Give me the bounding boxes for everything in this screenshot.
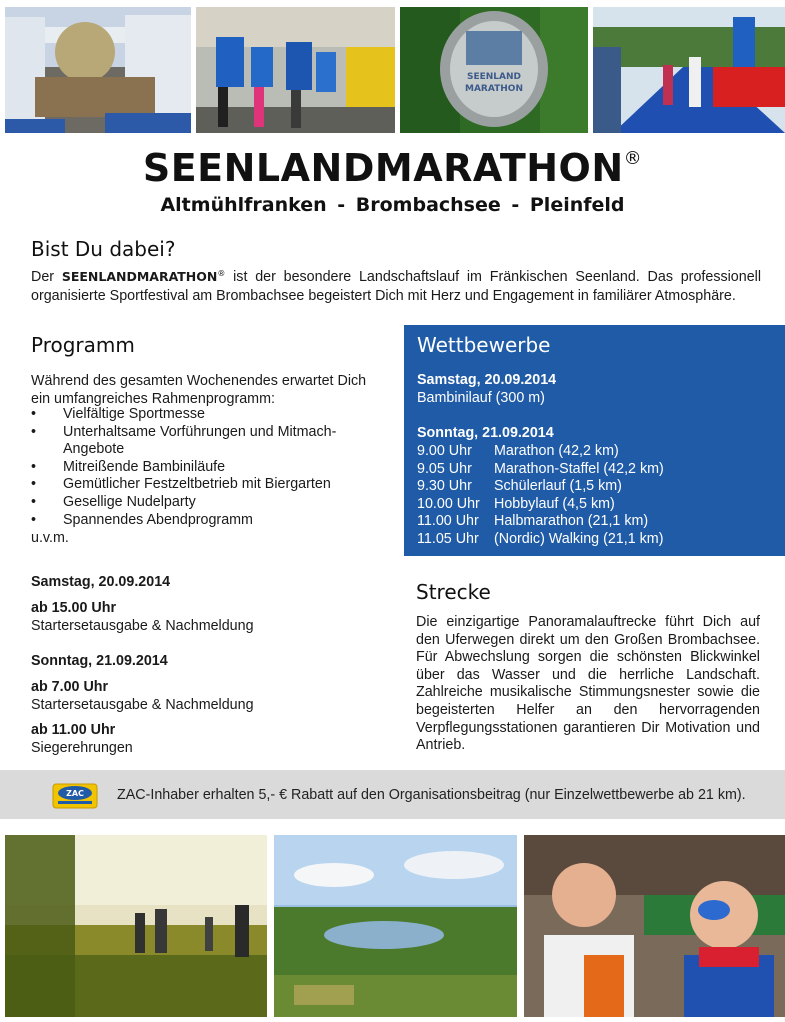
zac-text: ZAC-Inhaber erhalten 5,- € Rabatt auf den Organisationsbeitrag (nur Einzelwettbewerbe ab 21 km). [117,787,746,803]
list-item: • Mitreißende Bambiniläufe [31,459,381,477]
event-time: 9.30 Uhr [417,478,472,494]
event-name: (Nordic) Walking (21,1 km) [494,531,664,547]
schedule-sunday-desc1: Startersetausgabe & Nachmeldung [31,697,254,713]
intro-text-before: Der [31,269,62,286]
title-block [0,146,785,216]
zac-info-bar [0,770,785,819]
event-row [417,443,619,459]
schedule-sunday-date: Sonntag, 21.09.2014 [31,653,168,669]
zac-logo [52,783,98,809]
list-item: • Gesellige Nudelparty [31,494,381,512]
schedule-sunday-time1: ab 7.00 Uhr [31,679,109,695]
intro-paragraph [31,264,761,306]
schedule-saturday-date: Samstag, 20.09.2014 [31,574,171,590]
photo-finisher-medal [400,7,588,133]
registered-mark: ® [623,148,643,169]
event-time: 11.00 Uhr [417,513,479,529]
event-row [417,531,663,547]
schedule-sunday-desc2: Siegerehrungen [31,740,133,756]
list-item: • Vielfältige Sportmesse [31,406,381,424]
event-time: 9.00 Uhr [417,443,472,459]
event-row [417,461,664,477]
schedule-saturday-desc: Startersetausgabe & Nachmeldung [31,618,254,634]
list-item: • Spannendes Abendprogramm [31,512,381,530]
event-name: Marathon-Staffel (42,2 km) [494,461,664,477]
event-name: Schülerlauf (1,5 km) [494,478,622,494]
wettbewerbe-heading: Wettbewerbe [417,333,551,357]
event-row [417,513,648,529]
intro-heading: Bist Du dabei? [31,237,176,261]
event-time: 9.05 Uhr [417,461,472,477]
event-name: Halbmarathon (21,1 km) [494,513,649,529]
medal-text-line2: MARATHON [465,84,523,94]
photo-start-gate [5,7,191,133]
event-time: 10.00 Uhr [417,496,480,512]
photo-lake-aerial [274,835,517,1017]
wettbewerbe-saturday-date: Samstag, 20.09.2014 [417,372,557,388]
main-title-text: SEENLANDMARATHON [142,146,624,190]
photo-children-facepaint [524,835,785,1017]
wettbewerbe-saturday-event: Bambinilauf (300 m) [417,390,545,406]
photo-kids-running [196,7,395,133]
wettbewerbe-box [404,325,785,556]
event-name: Marathon (42,2 km) [494,443,619,459]
subtitle: Altmühlfranken - Brombachsee - Pleinfeld [160,194,625,216]
event-row [417,496,615,512]
medal-text-line1: SEENLAND [466,72,522,82]
intro-brand-name: SEENLANDMARATHON [61,269,218,285]
list-item: • Unterhaltsame Vorführungen und Mitmach-Angebote [31,424,381,459]
wettbewerbe-sunday-date: Sonntag, 21.09.2014 [417,425,554,441]
list-item: • Gemütlicher Festzeltbetrieb mit Biergarten [31,476,381,494]
schedule-sunday-time2: ab 11.00 Uhr [31,722,116,738]
photo-finish-line [593,7,785,133]
intro-text-after: ist der besondere Landschaftslauf im Fränkischen Seenland. Das professionell organisierte Sportfestival am Brombachsee begeistert Dich mit Herz und Engagement in familiärer Atmosphäre. [31,269,761,305]
event-row [417,478,622,494]
schedule-saturday-time: ab 15.00 Uhr [31,600,117,616]
strecke-paragraph: Die einzigartige Panoramalauftrecke führt Dich auf den Uferwegen direkt um den Großen Brombachsee. Für Abwechslung sorgen die schönsten Blickwinkel über das Wasser und die herrliche Landschaft. Zahlreiche musikalische Stimmungsnester sowie die begeisterten Helfer an den hervorragenden Verpflegungsstationen garantieren Dir Motivation und Antrieb. [416,614,760,754]
programm-heading: Programm [31,333,135,357]
strecke-heading: Strecke [416,580,491,604]
programm-list [31,406,381,529]
programm-etc: u.v.m. [31,530,69,546]
event-time: 11.05 Uhr [417,531,479,547]
main-title [0,146,785,190]
zac-logo-text: ZAC [66,789,84,798]
programm-intro: Während des gesamten Wochenendes erwartet Dich ein umfangreiches Rahmenprogramm: [31,373,367,407]
intro-brand-mark: ® [217,269,226,278]
intro-brand [62,269,226,284]
photo-runners-field [5,835,267,1017]
event-name: Hobbylauf (4,5 km) [494,496,615,512]
